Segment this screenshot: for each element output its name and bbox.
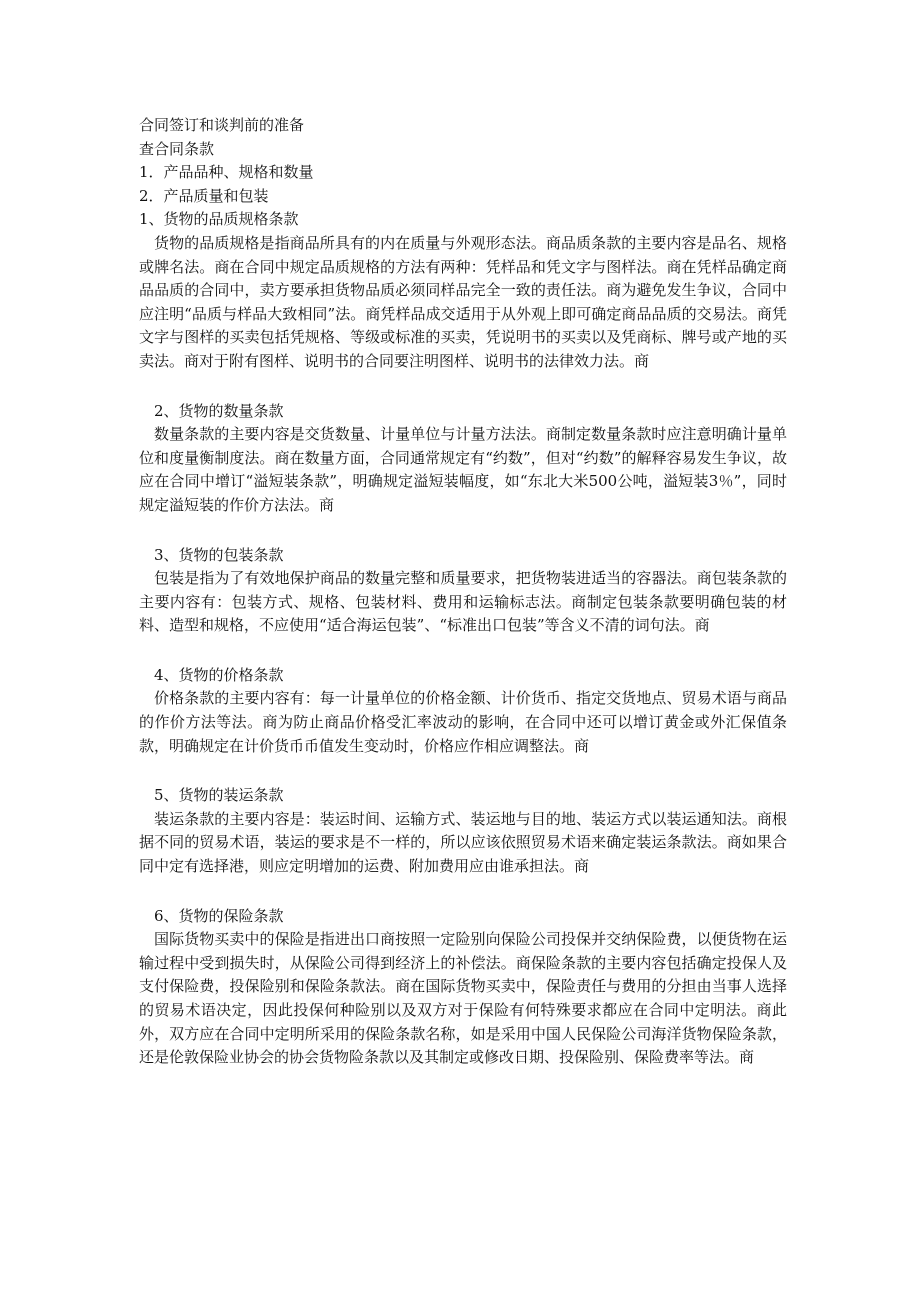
section-shipment: [139, 784, 787, 878]
section-insurance: [139, 905, 787, 1070]
section-heading: 3、货物的包装条款: [154, 545, 284, 564]
section-packing: [139, 544, 787, 638]
section-price: [139, 664, 787, 758]
section-heading: 5、货物的装运条款: [154, 786, 284, 805]
list-item: 2．产品质量和包装: [139, 186, 269, 205]
document-body: [139, 114, 787, 1070]
section-paragraph: 价格条款的主要内容有：每一计量单位的价格金额、计价货币、指定交货地点、贸易术语与商品的作价方法等法。商为防止商品价格受汇率波动的影响，在合同中还可以增订黄金或外汇保值条款，明确规定在计价货币币值发生变动时，价格应作相应调整法。商: [139, 689, 787, 755]
section-paragraph: 货物的品质规格是指商品所具有的内在质量与外观形态法。商品质条款的主要内容是品名、规格或牌名法。商在合同中规定品质规格的方法有两种：凭样品和凭文字与图样法。商在凭样品确定商品品质的合同中，卖方要承担货物品质必须同样品完全一致的责任法。商为避免发生争议，合同中应注明“品质与样品大致相同”法。商凭样品成交适用于从外观上即可确定商品品质的交易法。商凭文字与图样的买卖包括凭规格、等级或标准的买卖，凭说明书的买卖以及凭商标、牌号或产地的买卖法。商对于附有图样、说明书的合同要注明图样、说明书的法律效力法。商: [139, 233, 787, 370]
section-quality: [139, 208, 787, 373]
section-heading: 4、货物的价格条款: [154, 665, 284, 684]
section-paragraph: 数量条款的主要内容是交货数量、计量单位与计量方法法。商制定数量条款时应注意明确计量单位和度量衡制度法。商在数量方面，合同通常规定有“约数”，但对“约数”的解释容易发生争议，故应在合同中增订“溢短装条款”，明确规定溢短装幅度，如“东北大米500公吨，溢短装3％”，同时规定溢短装的作价方法法。商: [139, 425, 787, 514]
section-heading: 1、货物的品质规格条款: [139, 210, 299, 229]
list-item: 1．产品品种、规格和数量: [139, 163, 314, 182]
document-title: 合同签订和谈判前的准备: [139, 116, 305, 134]
section-paragraph: 国际货物买卖中的保险是指进出口商按照一定险别向保险公司投保并交纳保险费，以便货物在运输过程中受到损失时，从保险公司得到经济上的补偿法。商保险条款的主要内容包括确定投保人及支付保险费，投保险别和保险条款法。商在国际货物买卖中，保险责任与费用的分担由当事人选择的贸易术语决定，因此投保何种险别以及双方对于保险有何特殊要求都应在合同中定明法。商此外，双方应在合同中定明所采用的保险条款名称，如是采用中国人民保险公司海洋货物保险条款，还是伦敦保险业协会的协会货物险条款以及其制定或修改日期、投保险别、保险费率等法。商: [139, 930, 787, 1067]
section-heading: 2、货物的数量条款: [154, 401, 284, 420]
document-subtitle: 查合同条款: [139, 139, 215, 158]
section-paragraph: 包装是指为了有效地保护商品的数量完整和质量要求，把货物装进适当的容器法。商包装条款的主要内容有：包装方式、规格、包装材料、费用和运输标志法。商制定包装条款要明确包装的材料、造型和规格，不应使用“适合海运包装”、“标准出口包装”等含义不清的词句法。商: [139, 569, 787, 635]
section-quantity: [139, 400, 787, 518]
section-paragraph: 装运条款的主要内容是：装运时间、运输方式、装运地与目的地、装运方式以装运通知法。商根据不同的贸易术语，装运的要求是不一样的，所以应该依照贸易术语来确定装运条款法。商如果合同中定有选择港，则应定明增加的运费、附加费用应由谁承担法。商: [139, 809, 787, 876]
section-heading: 6、货物的保险条款: [154, 906, 284, 925]
